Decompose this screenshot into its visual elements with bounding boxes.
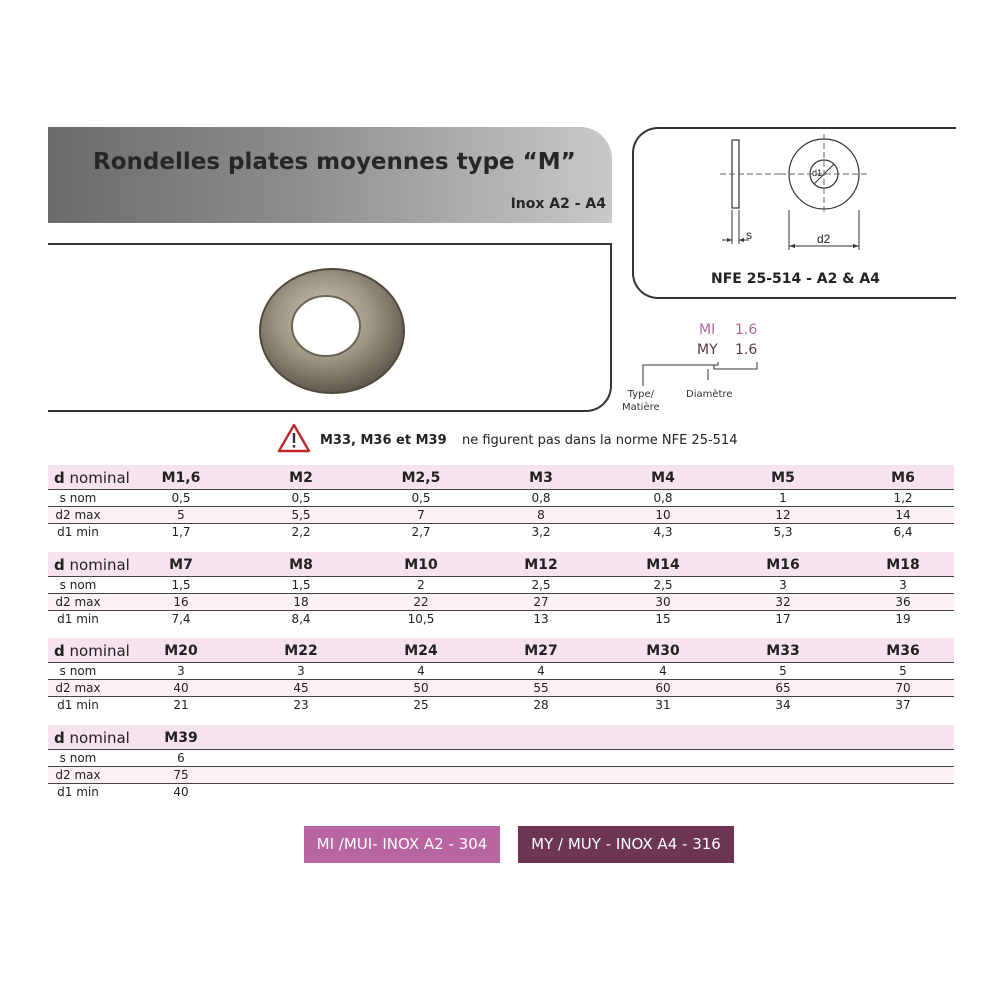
value-cell: 13 xyxy=(533,612,549,626)
row-label: d2 max xyxy=(55,508,101,522)
d2-max-row xyxy=(48,594,954,611)
d2-max-row xyxy=(48,680,954,697)
value-cell: 30 xyxy=(655,595,671,609)
norm-warning xyxy=(277,423,797,453)
value-cell: 65 xyxy=(775,681,791,695)
value-cell: 21 xyxy=(173,698,189,712)
value-cell: 3 xyxy=(297,664,305,678)
value-cell: 3,2 xyxy=(531,525,551,539)
size-cell: M4 xyxy=(651,470,675,486)
warning-sizes: M33, M36 et M39 xyxy=(320,433,447,448)
value-cell: 4 xyxy=(537,664,545,678)
s-nom-row xyxy=(48,490,954,507)
value-cell: 12 xyxy=(775,508,791,522)
value-cell: 8,4 xyxy=(291,612,311,626)
value-cell: 16 xyxy=(173,595,189,609)
size-cell: M5 xyxy=(771,470,795,486)
value-cell: 22 xyxy=(413,595,429,609)
value-cell: 0,8 xyxy=(653,491,673,505)
value-cell: 5 xyxy=(899,664,907,678)
value-cell: 70 xyxy=(895,681,911,695)
page-title: Rondelles plates moyennes type “M” xyxy=(93,149,576,175)
value-cell: 7 xyxy=(417,508,425,522)
value-cell: 10 xyxy=(655,508,671,522)
table-header-row xyxy=(48,465,954,490)
warning-text: ne figurent pas dans la norme NFE 25-514 xyxy=(462,433,738,448)
value-cell: 2 xyxy=(417,578,425,592)
size-cell: M3 xyxy=(529,470,553,486)
value-cell: 5,5 xyxy=(291,508,311,522)
value-cell: 31 xyxy=(655,698,671,712)
d1-min-row xyxy=(48,784,954,800)
row-label: s nom xyxy=(59,664,97,678)
value-cell: 2,2 xyxy=(291,525,311,539)
s-nom-row xyxy=(48,663,954,680)
size-cell: M18 xyxy=(886,557,920,573)
size-cell: M7 xyxy=(169,557,193,573)
row-label: d2 max xyxy=(55,768,101,782)
my-size: 1.6 xyxy=(735,342,758,358)
badge-inox-a2: MI /MUI- INOX A2 - 304 xyxy=(304,826,500,863)
value-cell: 4 xyxy=(659,664,667,678)
s-nom-row xyxy=(48,577,954,594)
size-cell: M20 xyxy=(164,643,198,659)
value-cell: 1 xyxy=(779,491,787,505)
d1-min-row xyxy=(48,524,954,540)
title-banner xyxy=(48,127,612,223)
size-cell: M14 xyxy=(646,557,680,573)
size-cell: M36 xyxy=(886,643,920,659)
row-label: s nom xyxy=(59,491,97,505)
size-cell: M30 xyxy=(646,643,680,659)
value-cell: 3 xyxy=(177,664,185,678)
d-nominal-label: d nominal xyxy=(54,642,130,660)
value-cell: 4 xyxy=(417,664,425,678)
value-cell: 2,5 xyxy=(531,578,551,592)
value-cell: 32 xyxy=(775,595,791,609)
value-cell: 40 xyxy=(173,681,189,695)
value-cell: 19 xyxy=(895,612,911,626)
row-label: s nom xyxy=(59,578,97,592)
size-table xyxy=(48,725,954,800)
row-label: d1 min xyxy=(57,612,99,626)
badge-inox-a4: MY / MUY - INOX A4 - 316 xyxy=(518,826,734,863)
value-cell: 5,3 xyxy=(773,525,793,539)
d1-dimension-label: d1 xyxy=(812,168,823,178)
type-matiere-label: Type/ Matière xyxy=(622,389,660,413)
d1-min-row xyxy=(48,697,954,713)
value-cell: 0,8 xyxy=(531,491,551,505)
value-cell: 55 xyxy=(533,681,549,695)
s-nom-row xyxy=(48,750,954,767)
d2-max-row xyxy=(48,507,954,524)
value-cell: 0,5 xyxy=(171,491,191,505)
value-cell: 2,5 xyxy=(653,578,673,592)
size-cell: M27 xyxy=(524,643,558,659)
value-cell: 45 xyxy=(293,681,309,695)
value-cell: 1,5 xyxy=(291,578,311,592)
d-nominal-label: d nominal xyxy=(54,556,130,574)
diametre-label: Diamètre xyxy=(686,389,733,400)
size-cell: M2 xyxy=(289,470,313,486)
size-cell: M39 xyxy=(164,730,198,746)
value-cell: 23 xyxy=(293,698,309,712)
washer-dimension-diagram xyxy=(700,132,950,257)
d1-min-row xyxy=(48,611,954,627)
value-cell: 5 xyxy=(779,664,787,678)
row-label: d1 min xyxy=(57,785,99,799)
value-cell: 34 xyxy=(775,698,791,712)
row-label: d1 min xyxy=(57,698,99,712)
norme-reference: NFE 25-514 - A2 & A4 xyxy=(711,271,880,287)
size-table xyxy=(48,465,954,540)
row-label: s nom xyxy=(59,751,97,765)
mi-size: 1.6 xyxy=(735,322,758,338)
value-cell: 28 xyxy=(533,698,549,712)
value-cell: 0,5 xyxy=(411,491,431,505)
table-header-row xyxy=(48,638,954,663)
value-cell: 25 xyxy=(413,698,429,712)
value-cell: 36 xyxy=(895,595,911,609)
row-label: d2 max xyxy=(55,595,101,609)
value-cell: 27 xyxy=(533,595,549,609)
warning-triangle-icon xyxy=(277,423,311,453)
value-cell: 1,5 xyxy=(171,578,191,592)
value-cell: 5 xyxy=(177,508,185,522)
value-cell: 0,5 xyxy=(291,491,311,505)
size-cell: M12 xyxy=(524,557,558,573)
size-cell: M10 xyxy=(404,557,438,573)
value-cell: 15 xyxy=(655,612,671,626)
d2-max-row xyxy=(48,767,954,784)
table-header-row xyxy=(48,552,954,577)
size-cell: M22 xyxy=(284,643,318,659)
size-cell: M1,6 xyxy=(161,470,201,486)
page-subtitle: Inox A2 - A4 xyxy=(510,196,606,212)
value-cell: 3 xyxy=(779,578,787,592)
value-cell: 2,7 xyxy=(411,525,431,539)
value-cell: 17 xyxy=(775,612,791,626)
value-cell: 75 xyxy=(173,768,189,782)
value-cell: 7,4 xyxy=(171,612,191,626)
size-table xyxy=(48,552,954,627)
washer-photo xyxy=(256,264,406,394)
value-cell: 14 xyxy=(895,508,911,522)
size-cell: M16 xyxy=(766,557,800,573)
size-cell: M2,5 xyxy=(401,470,441,486)
my-code: MY xyxy=(697,342,718,358)
value-cell: 3 xyxy=(899,578,907,592)
value-cell: 1,7 xyxy=(171,525,191,539)
table-header-row xyxy=(48,725,954,750)
d-nominal-label: d nominal xyxy=(54,469,130,487)
value-cell: 18 xyxy=(293,595,309,609)
d2-dimension-label: d2 xyxy=(817,232,831,246)
value-cell: 37 xyxy=(895,698,911,712)
s-dimension-label: s xyxy=(746,228,752,242)
value-cell: 6 xyxy=(177,751,185,765)
value-cell: 4,3 xyxy=(653,525,673,539)
value-cell: 1,2 xyxy=(893,491,913,505)
value-cell: 10,5 xyxy=(407,612,435,626)
row-label: d2 max xyxy=(55,681,101,695)
mi-code: MI xyxy=(699,322,716,338)
value-cell: 8 xyxy=(537,508,545,522)
size-cell: M24 xyxy=(404,643,438,659)
value-cell: 60 xyxy=(655,681,671,695)
size-cell: M33 xyxy=(766,643,800,659)
value-cell: 50 xyxy=(413,681,429,695)
size-cell: M6 xyxy=(891,470,915,486)
value-cell: 6,4 xyxy=(893,525,913,539)
row-label: d1 min xyxy=(57,525,99,539)
d-nominal-label: d nominal xyxy=(54,729,130,747)
value-cell: 40 xyxy=(173,785,189,799)
size-cell: M8 xyxy=(289,557,313,573)
size-table xyxy=(48,638,954,713)
